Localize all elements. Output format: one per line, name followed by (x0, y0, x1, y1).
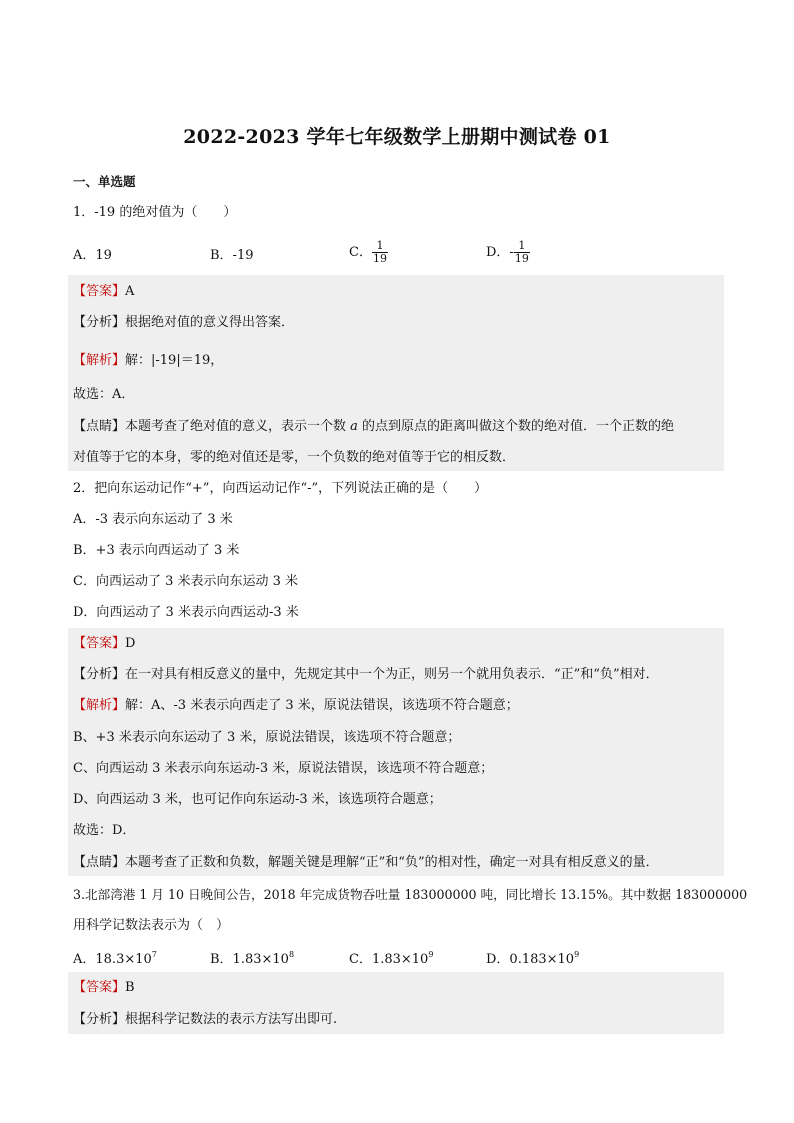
q1-comment (73, 418, 674, 436)
fraction-numerator: 1 (514, 240, 530, 253)
solution-text: 解：|-19|＝19， (125, 353, 224, 368)
q1-option-c-prefix: C． (349, 245, 372, 260)
q2-option-d: D．向西运动了 3 米表示向西运动-3 米 (73, 605, 299, 620)
analysis-tag: 【分析】 (73, 1012, 126, 1027)
q3-stem: 3.北部湾港 1 月 10 日晚间公告，2018 年完成货物吞吐量 183000000 吨，同比增长 13.15%。其中数据 183000000 (73, 887, 748, 902)
option-exponent: 7 (151, 950, 157, 959)
q2-solution-d: D、向西运动 3 米，也可记作向东运动-3 米，该选项符合题意； (73, 792, 442, 807)
q2-option-c: C．向西运动了 3 米表示向东运动 3 米 (73, 574, 299, 589)
q1-answer-block (68, 275, 724, 471)
q1-option-b: B．-19 (210, 248, 254, 263)
solution-tag: 【解析】 (73, 698, 126, 713)
q1-option-c-fraction (372, 240, 388, 265)
comment-tag: 【点睛】 (73, 419, 126, 434)
comment-variable: a (350, 419, 358, 434)
q2-solution-b: B、+3 米表示向东运动了 3 米，原说法错误，该选项不符合题意； (73, 730, 461, 745)
q2-option-a: A．-3 表示向东运动了 3 米 (73, 512, 233, 527)
fraction-denominator: 19 (372, 252, 387, 265)
q1-stem: 1．-19 的绝对值为（ ） (73, 205, 237, 220)
fraction-numerator: 1 (372, 240, 388, 253)
q3-option-b (210, 948, 294, 967)
answer-value: A (125, 284, 135, 299)
q1-solution (73, 352, 223, 370)
page-title: 2022-2023 学年七年级数学上册期中测试卷 01 (183, 126, 611, 148)
q2-choose: 故选：D． (73, 823, 136, 838)
q1-option-d (486, 240, 530, 265)
option-base: B．1.83×10 (210, 952, 289, 967)
q1-analysis (73, 314, 294, 332)
q1-comment-cont: 对值等于它的本身，零的绝对值还是零，一个负数的绝对值等于它的相反数． (73, 450, 516, 465)
q2-analysis (73, 666, 659, 684)
option-exponent: 9 (428, 950, 434, 959)
q1-answer (73, 283, 134, 301)
q2-solution (73, 697, 519, 715)
answer-tag: 【答案】 (73, 636, 126, 651)
q3-stem-cont: 用科学记数法表示为（ ） (73, 918, 230, 933)
answer-value: D (125, 636, 136, 651)
q2-stem: 2．把向东运动记作“+”，向西运动记作“-”，下列说法正确的是（ ） (73, 481, 488, 496)
q2-answer (73, 635, 135, 653)
answer-tag: 【答案】 (73, 980, 126, 995)
q1-option-c (349, 240, 388, 265)
analysis-tag: 【分析】 (73, 667, 126, 682)
option-base: D．0.183×10 (486, 952, 575, 967)
answer-tag: 【答案】 (73, 284, 126, 299)
option-exponent: 8 (288, 950, 295, 959)
fraction-denominator: 19 (514, 252, 529, 265)
option-base: C．1.83×10 (349, 952, 429, 967)
q1-option-a: A．19 (73, 248, 112, 263)
option-exponent: 9 (574, 950, 580, 959)
q3-answer (73, 979, 135, 997)
q1-option-d-prefix: D．- (486, 245, 514, 260)
option-base: A．18.3×10 (73, 952, 152, 967)
analysis-text: 根据科学记数法的表示方法写出即可. (125, 1012, 338, 1027)
analysis-text: 在一对具有相反意义的量中，先规定其中一个为正，则另一个就用负表示．“正”和“负”相对． (125, 667, 659, 682)
q2-solution-c: C、向西运动 3 米表示向东运动-3 米，原说法错误，该选项不符合题意； (73, 761, 494, 776)
comment-tag: 【点睛】 (73, 855, 126, 870)
answer-value: B (125, 980, 135, 995)
q3-option-d (486, 948, 579, 967)
q3-option-a (73, 948, 157, 967)
solution-text: 解：A、-3 米表示向西走了 3 米，原说法错误，该选项不符合题意； (125, 698, 519, 713)
q1-option-d-fraction (514, 240, 530, 265)
section-heading: 一、单选题 (73, 174, 136, 189)
q3-analysis (73, 1011, 337, 1029)
solution-tag: 【解析】 (73, 353, 126, 368)
comment-text: 本题考查了绝对值的意义，表示一个数 (125, 419, 351, 434)
analysis-text: 根据绝对值的意义得出答案． (125, 315, 295, 330)
comment-text: 的点到原点的距离叫做这个数的绝对值．一个正数的绝 (357, 419, 675, 434)
analysis-tag: 【分析】 (73, 315, 126, 330)
comment-text: 本题考查了正数和负数，解题关键是理解“正”和“负”的相对性，确定一对具有相反意义的量． (125, 855, 659, 870)
q2-option-b: B．+3 表示向西运动了 3 米 (73, 543, 240, 558)
q1-choose: 故选：A． (73, 387, 135, 402)
q2-comment (73, 854, 659, 872)
q3-option-c (349, 948, 433, 967)
